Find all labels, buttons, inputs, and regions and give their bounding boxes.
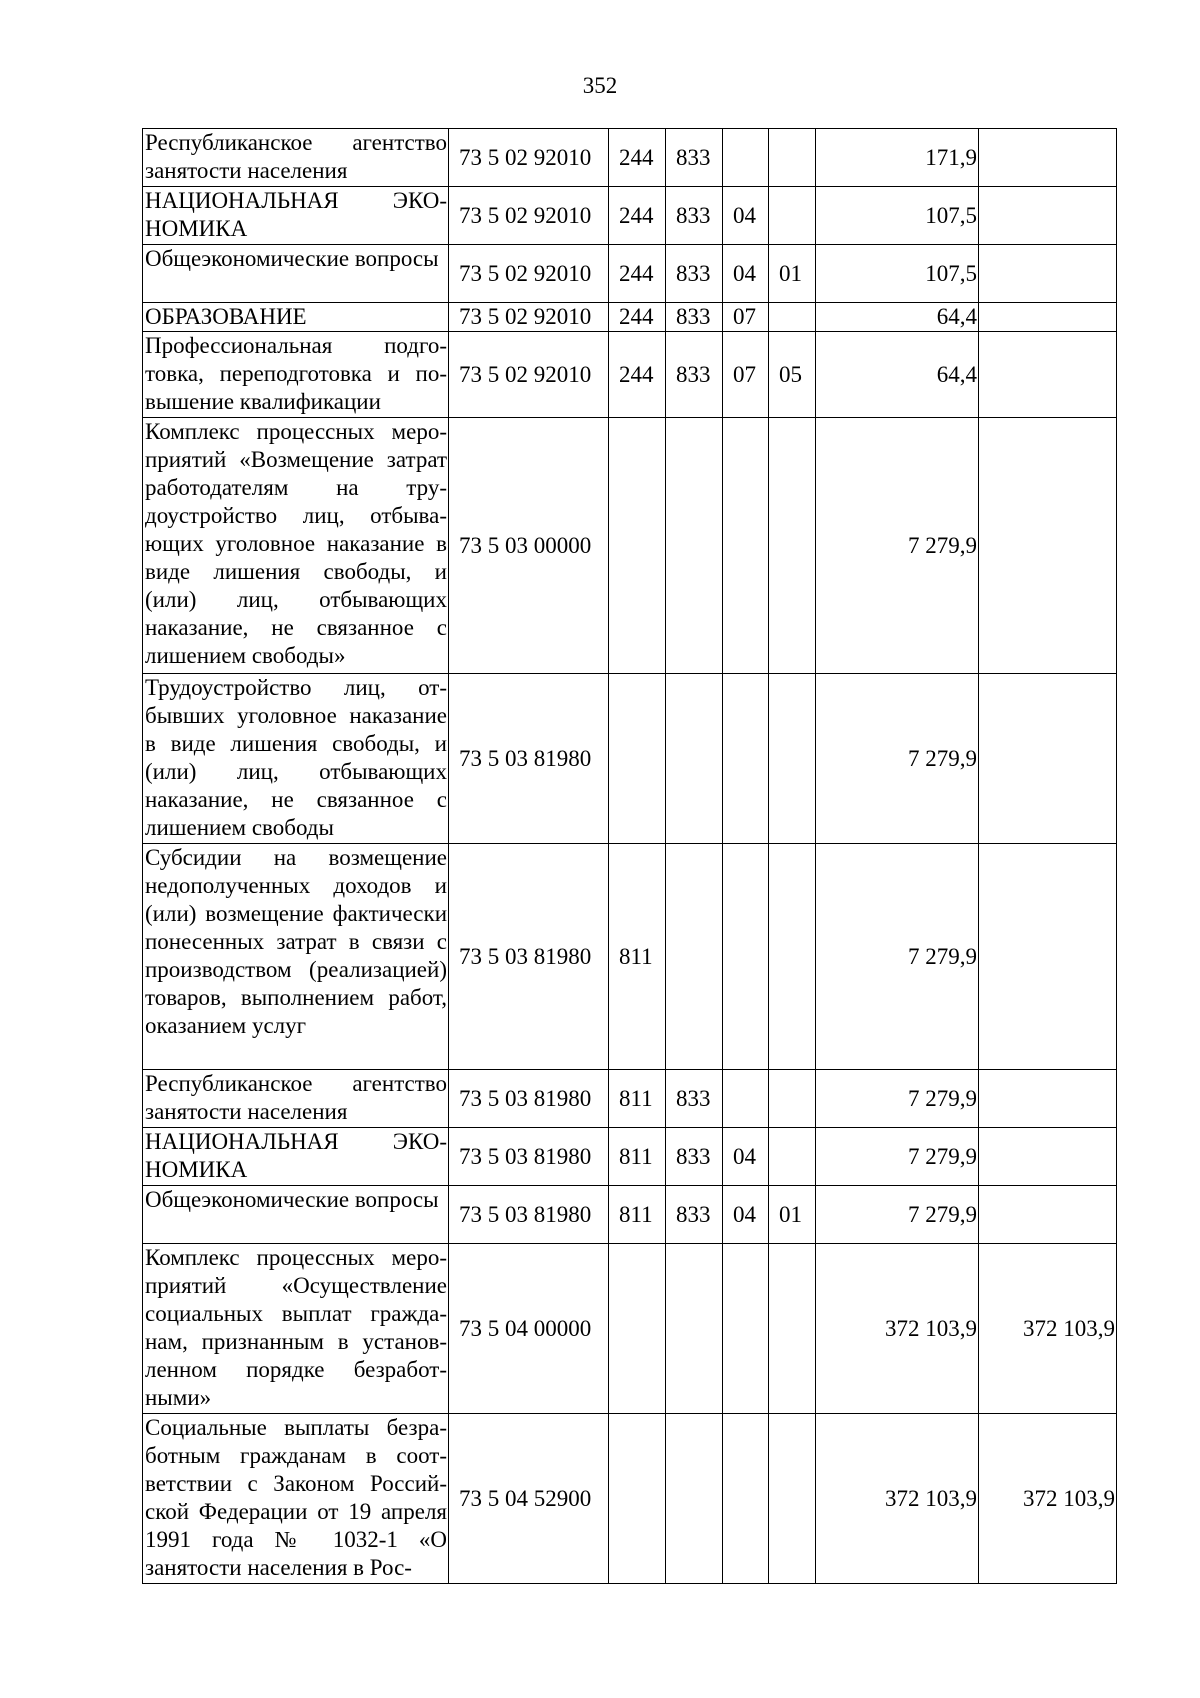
expense-type-cell: 244	[609, 332, 666, 418]
expense-type-cell: 811	[609, 1128, 666, 1186]
section-cell: 04	[723, 1186, 769, 1244]
main-manager-cell: 833	[666, 129, 723, 187]
target-article-cell: 73 5 02 92010	[449, 332, 609, 418]
page-number: 352	[582, 73, 618, 98]
table-row	[143, 187, 1117, 245]
subsection-cell	[769, 129, 816, 187]
section-cell: 04	[723, 1128, 769, 1186]
amount-federal-cell	[979, 844, 1117, 1070]
main-manager-cell: 833	[666, 245, 723, 303]
target-article-cell: 73 5 03 81980	[449, 1070, 609, 1128]
subsection-cell	[769, 1070, 816, 1128]
target-article-cell: 73 5 02 92010	[449, 187, 609, 245]
expense-type-cell: 811	[609, 1070, 666, 1128]
amount-cell: 64,4	[816, 332, 979, 418]
row-name-cell: Профессиональная подготовка, переподготовка и повышение квалификации	[143, 332, 449, 418]
subsection-cell	[769, 1128, 816, 1186]
section-cell: 07	[723, 332, 769, 418]
subsection-cell	[769, 418, 816, 674]
table-row	[143, 1070, 1117, 1128]
main-manager-cell	[666, 674, 723, 844]
row-name-cell: Комплекс процессных мероприятий «Возмещение затрат работодателям на трудоустройство лиц, отбывающих уголовное наказание в виде лишения свободы, и (или) лиц, отбывающих наказание, не связанное с лишением свободы»	[143, 418, 449, 674]
target-article-cell: 73 5 04 52900	[449, 1414, 609, 1584]
section-cell: 07	[723, 303, 769, 332]
table-row	[143, 418, 1117, 674]
target-article-cell: 73 5 03 81980	[449, 1128, 609, 1186]
subsection-cell: 05	[769, 332, 816, 418]
target-article-cell: 73 5 02 92010	[449, 303, 609, 332]
subsection-cell	[769, 187, 816, 245]
target-article-cell: 73 5 03 81980	[449, 844, 609, 1070]
row-name-cell: Республиканское агентство занятости населения	[143, 1070, 449, 1128]
amount-cell: 7 279,9	[816, 844, 979, 1070]
amount-federal-cell	[979, 1128, 1117, 1186]
main-manager-cell: 833	[666, 303, 723, 332]
target-article-cell: 73 5 03 81980	[449, 674, 609, 844]
main-manager-cell	[666, 418, 723, 674]
section-cell	[723, 1414, 769, 1584]
amount-cell: 7 279,9	[816, 418, 979, 674]
row-name-cell: НАЦИОНАЛЬНАЯ ЭКОНОМИКА	[143, 1128, 449, 1186]
row-name-cell: Социальные выплаты безработным гражданам в соответствии с Законом Российской Федерации от 19 апреля 1991 года № 1032-1 «О занятости населения в Рос-	[143, 1414, 449, 1584]
table-row	[143, 1186, 1117, 1244]
amount-federal-cell: 372 103,9	[979, 1244, 1117, 1414]
expense-type-cell: 244	[609, 187, 666, 245]
amount-cell: 171,9	[816, 129, 979, 187]
target-article-cell: 73 5 03 00000	[449, 418, 609, 674]
amount-federal-cell	[979, 332, 1117, 418]
amount-cell: 64,4	[816, 303, 979, 332]
amount-cell: 7 279,9	[816, 1128, 979, 1186]
amount-federal-cell	[979, 187, 1117, 245]
section-cell	[723, 1070, 769, 1128]
section-cell	[723, 674, 769, 844]
expense-type-cell	[609, 674, 666, 844]
table-row	[143, 332, 1117, 418]
main-manager-cell	[666, 844, 723, 1070]
expense-type-cell	[609, 418, 666, 674]
target-article-cell: 73 5 02 92010	[449, 245, 609, 303]
subsection-cell	[769, 303, 816, 332]
expense-type-cell: 811	[609, 844, 666, 1070]
main-manager-cell: 833	[666, 1128, 723, 1186]
amount-federal-cell	[979, 303, 1117, 332]
main-manager-cell: 833	[666, 187, 723, 245]
expense-type-cell: 811	[609, 1186, 666, 1244]
amount-federal-cell: 372 103,9	[979, 1414, 1117, 1584]
amount-federal-cell	[979, 674, 1117, 844]
main-manager-cell: 833	[666, 1070, 723, 1128]
expense-type-cell: 244	[609, 245, 666, 303]
table-row	[143, 844, 1117, 1070]
table-row	[143, 245, 1117, 303]
main-manager-cell: 833	[666, 1186, 723, 1244]
table-row	[143, 1244, 1117, 1414]
table-body	[143, 129, 1117, 1584]
target-article-cell: 73 5 02 92010	[449, 129, 609, 187]
budget-table	[142, 128, 1117, 1584]
amount-cell: 7 279,9	[816, 674, 979, 844]
row-name-cell: Субсидии на возмещение недополученных доходов и (или) возмещение фактически понесенных затрат в связи с производством (реализацией) товаров, выполнением работ, оказанием услуг	[143, 844, 449, 1070]
target-article-cell: 73 5 03 81980	[449, 1186, 609, 1244]
table-row	[143, 1414, 1117, 1584]
amount-cell: 372 103,9	[816, 1244, 979, 1414]
subsection-cell: 01	[769, 1186, 816, 1244]
table-row	[143, 303, 1117, 332]
row-name-cell: НАЦИОНАЛЬНАЯ ЭКОНОМИКА	[143, 187, 449, 245]
main-manager-cell: 833	[666, 332, 723, 418]
amount-cell: 7 279,9	[816, 1186, 979, 1244]
section-cell	[723, 844, 769, 1070]
expense-type-cell	[609, 1414, 666, 1584]
amount-cell: 107,5	[816, 245, 979, 303]
row-name-cell: Республиканское агентство занятости населения	[143, 129, 449, 187]
amount-federal-cell	[979, 129, 1117, 187]
amount-federal-cell	[979, 418, 1117, 674]
table-row	[143, 129, 1117, 187]
row-name-cell: Комплекс процессных мероприятий «Осуществление социальных выплат гражданам, признанным в установленном порядке безработными»	[143, 1244, 449, 1414]
target-article-cell: 73 5 04 00000	[449, 1244, 609, 1414]
subsection-cell	[769, 1414, 816, 1584]
section-cell	[723, 129, 769, 187]
subsection-cell: 01	[769, 245, 816, 303]
section-cell	[723, 418, 769, 674]
subsection-cell	[769, 1244, 816, 1414]
expense-type-cell: 244	[609, 303, 666, 332]
amount-federal-cell	[979, 1186, 1117, 1244]
expense-type-cell: 244	[609, 129, 666, 187]
amount-federal-cell	[979, 1070, 1117, 1128]
amount-cell: 107,5	[816, 187, 979, 245]
subsection-cell	[769, 674, 816, 844]
row-name-cell: Общеэкономические вопросы	[143, 1186, 449, 1244]
row-name-cell: Трудоустройство лиц, отбывших уголовное наказание в виде лишения свободы, и (или) лиц, отбывающих наказание, не связанное с лишением свободы	[143, 674, 449, 844]
amount-federal-cell	[979, 245, 1117, 303]
row-name-cell: ОБРАЗОВАНИЕ	[143, 303, 449, 332]
table-row	[143, 1128, 1117, 1186]
amount-cell: 372 103,9	[816, 1414, 979, 1584]
row-name-cell: Общеэкономические вопросы	[143, 245, 449, 303]
section-cell: 04	[723, 245, 769, 303]
section-cell: 04	[723, 187, 769, 245]
table-row	[143, 674, 1117, 844]
amount-cell: 7 279,9	[816, 1070, 979, 1128]
section-cell	[723, 1244, 769, 1414]
expense-type-cell	[609, 1244, 666, 1414]
subsection-cell	[769, 844, 816, 1070]
main-manager-cell	[666, 1244, 723, 1414]
main-manager-cell	[666, 1414, 723, 1584]
